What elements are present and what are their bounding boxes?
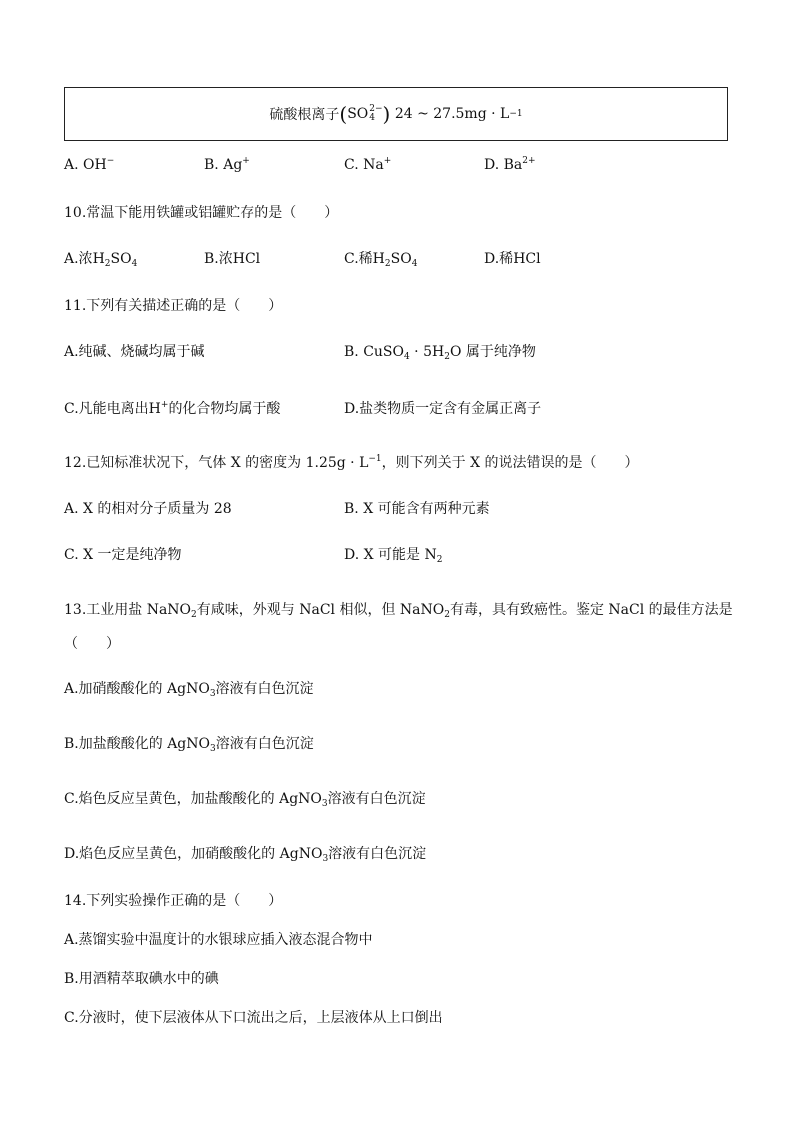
box-range: 24 ~ 27.5mg · L <box>394 106 510 122</box>
q10-option-b: B.浓HCl <box>204 251 261 267</box>
close-paren: ) <box>382 102 391 126</box>
info-box <box>64 87 728 141</box>
q13-option-d: D.焰色反应呈黄色，加硝酸酸化的 AgNO$_3$溶液有白色沉淀 <box>64 846 427 864</box>
q12-stem: 12.已知标准状况下，气体 X 的密度为 $1.25g \cdot L^{-1}$，则下列关于 X 的说法错误的是（ ） <box>64 454 639 471</box>
box-label: 硫酸根离子 <box>269 107 340 123</box>
q11-option-d: D.盐类物质一定含有金属正离子 <box>344 401 542 417</box>
q12-option-b: B. X 可能含有两种元素 <box>344 501 490 517</box>
q14-option-b: B.用酒精萃取碘水中的碘 <box>64 971 219 987</box>
q9-option-c: C. Na+ <box>344 156 392 173</box>
q13-option-b: B.加盐酸酸化的 AgNO$_3$溶液有白色沉淀 <box>64 736 314 754</box>
q12-option-d: D. X 可能是 $N_2$ <box>344 547 443 565</box>
ion-base: SO <box>347 106 369 122</box>
q13-option-a: A.加硝酸酸化的 AgNO$_3$溶液有白色沉淀 <box>64 681 314 699</box>
box-unit-exp: −1 <box>509 109 523 119</box>
q11-option-b: B. CuSO$_4$ · $5H_2O$ 属于纯净物 <box>344 344 536 362</box>
q10-option-a: A.浓$H_2SO_4$ <box>64 251 138 269</box>
q9-option-a: A. OH− <box>64 156 115 173</box>
q9-option-d: D. $Ba^{2+}$ <box>484 156 536 173</box>
q12-option-a: A. X 的相对分子质量为 28 <box>64 501 232 517</box>
q10-stem: 10.常温下能用铁罐或铝罐贮存的是（ ） <box>64 205 339 221</box>
q14-stem: 14.下列实验操作正确的是（ ） <box>64 893 283 909</box>
q11-stem: 11.下列有关描述正确的是（ ） <box>64 298 283 314</box>
q13-stem-paren: （ ） <box>64 636 120 652</box>
open-paren: ( <box>339 102 348 126</box>
q11-option-a: A.纯碱、烧碱均属于碱 <box>64 344 205 360</box>
q10-option-c: C.稀$H_2SO_4$ <box>344 251 418 269</box>
q11-option-c: C.凡能电离出H+的化合物均属于酸 <box>64 400 281 417</box>
q12-option-c: C. X 一定是纯净物 <box>64 547 182 563</box>
q14-option-c: C.分液时，使下层液体从下口流出之后，上层液体从上口倒出 <box>64 1010 443 1026</box>
ion-charge: 2− <box>369 104 383 114</box>
q13-stem: 13.工业用盐 NaNO$_2$有咸味，外观与 NaCl 相似，但 NaNO$_2$有毒，具有致癌性。鉴定 NaCl 的最佳方法是 <box>64 602 733 620</box>
sulfate-formula <box>347 105 382 123</box>
ion-sub: 4 <box>369 113 375 123</box>
q13-option-c: C.焰色反应呈黄色，加盐酸酸化的 AgNO$_3$溶液有白色沉淀 <box>64 791 426 809</box>
ion-scripts <box>369 105 382 123</box>
q9-option-b: B. Ag+ <box>204 156 250 173</box>
q10-option-d: D.稀HCl <box>484 251 541 267</box>
q14-option-a: A.蒸馏实验中温度计的水银球应插入液态混合物中 <box>64 932 373 948</box>
